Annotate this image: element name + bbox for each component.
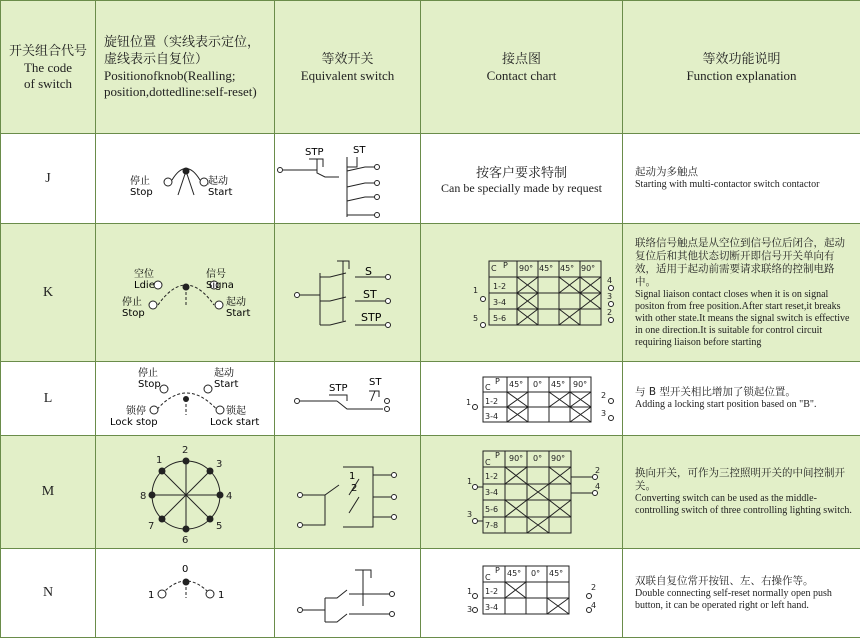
svg-text:P: P (495, 377, 500, 386)
svg-text:Lock stop: Lock stop (110, 417, 158, 428)
svg-text:1: 1 (349, 471, 355, 482)
knob-diagram (96, 550, 274, 637)
svg-text:5: 5 (473, 314, 478, 323)
header-contact-chart: 接点图 Contact chart (421, 1, 623, 134)
equivalent-cell (275, 134, 421, 224)
svg-text:停止: 停止 (122, 295, 142, 308)
svg-text:起动: 起动 (208, 174, 228, 187)
svg-text:C: C (491, 264, 497, 273)
equivalent-cell (275, 436, 421, 549)
svg-text:空位: 空位 (134, 267, 154, 280)
knob-diagram (96, 437, 274, 548)
svg-text:4: 4 (607, 276, 612, 285)
equivalent-diagram (275, 135, 420, 223)
svg-text:Stop: Stop (130, 187, 153, 198)
svg-text:C: C (485, 383, 491, 392)
header-function: 等效功能说明 Function explanation (623, 1, 860, 134)
svg-text:停止: 停止 (138, 366, 158, 379)
svg-text:90°: 90° (551, 454, 565, 463)
svg-text:2: 2 (607, 308, 612, 317)
svg-text:3: 3 (467, 510, 472, 519)
svg-text:0: 0 (182, 564, 188, 575)
svg-text:Lock start: Lock start (210, 417, 259, 428)
svg-text:1: 1 (466, 398, 471, 407)
svg-text:4: 4 (595, 482, 600, 491)
svg-text:3-4: 3-4 (485, 488, 498, 497)
svg-text:45°: 45° (509, 380, 523, 389)
svg-text:1: 1 (148, 590, 154, 601)
svg-text:90°: 90° (573, 380, 587, 389)
contact-chart (421, 437, 622, 548)
svg-text:1: 1 (467, 587, 472, 596)
svg-text:6: 6 (182, 535, 188, 546)
contact-chart (421, 363, 622, 435)
svg-text:STP: STP (329, 383, 348, 394)
contact-cell (421, 362, 623, 436)
equivalent-cell (275, 549, 421, 638)
svg-text:2: 2 (182, 445, 188, 456)
svg-text:Stop: Stop (122, 308, 145, 319)
row-l (1, 362, 860, 436)
svg-text:P: P (495, 451, 500, 460)
knob-diagram (96, 363, 274, 435)
svg-text:3: 3 (601, 409, 606, 418)
svg-text:S: S (365, 265, 372, 278)
svg-text:7: 7 (148, 521, 154, 532)
svg-text:45°: 45° (551, 380, 565, 389)
knob-diagram (96, 225, 274, 361)
svg-text:起动: 起动 (226, 295, 246, 308)
svg-text:1-2: 1-2 (485, 397, 498, 406)
contact-cell (421, 224, 623, 362)
equivalent-cell (275, 362, 421, 436)
code-cell: J (1, 134, 96, 224)
svg-text:起动: 起动 (214, 366, 234, 379)
code-cell: K (1, 224, 96, 362)
svg-text:90°: 90° (509, 454, 523, 463)
header-equivalent-switch: 等效开关 Equivalent switch (275, 1, 421, 134)
svg-text:3-4: 3-4 (493, 298, 506, 307)
svg-text:STP: STP (305, 147, 324, 158)
svg-text:3-4: 3-4 (485, 603, 498, 612)
svg-text:2: 2 (591, 583, 596, 592)
svg-text:2: 2 (601, 391, 606, 400)
knob-diagram (96, 135, 274, 223)
svg-text:Start: Start (226, 308, 251, 319)
contact-cell: 按客户要求特制 Can be specially made by request (421, 134, 623, 224)
svg-text:停止: 停止 (130, 174, 150, 187)
svg-text:0°: 0° (533, 454, 542, 463)
svg-text:Stop: Stop (138, 379, 161, 390)
svg-text:ST: ST (353, 145, 366, 156)
contact-chart (421, 550, 622, 637)
code-cell: L (1, 362, 96, 436)
svg-text:3: 3 (607, 292, 612, 301)
svg-text:锁停: 锁停 (126, 404, 146, 417)
svg-text:锁起: 锁起 (226, 404, 246, 417)
svg-text:1: 1 (467, 477, 472, 486)
row-m (1, 436, 860, 549)
knob-cell (96, 224, 275, 362)
svg-text:45°: 45° (507, 569, 521, 578)
svg-text:3: 3 (467, 605, 472, 614)
function-cell: 联络信号触点是从空位到信号位后闭合，起动复位后和其他状态切断开即信号开关单向有效，适用于起动前需要请求联络的控制电路中。 Signal liaison contact closes when it is on signal positon from free position.After start reset,it breaks with other state.It means the signal switch is effective in one direction.It is suitable for control circuit requiring liaison before starting (623, 224, 860, 362)
header-code: 开关组合代号 The code of switch (1, 1, 96, 134)
svg-text:Ldie: Ldie (134, 280, 155, 291)
svg-text:Start: Start (208, 187, 233, 198)
svg-text:1: 1 (473, 286, 478, 295)
code-cell: M (1, 436, 96, 549)
svg-text:2: 2 (595, 466, 600, 475)
svg-text:4: 4 (226, 491, 232, 502)
svg-text:90°: 90° (519, 264, 533, 273)
svg-text:90°: 90° (581, 264, 595, 273)
svg-text:3: 3 (216, 459, 222, 470)
svg-text:2: 2 (351, 483, 357, 494)
equivalent-diagram (275, 363, 420, 435)
svg-text:0°: 0° (531, 569, 540, 578)
svg-text:3-4: 3-4 (485, 412, 498, 421)
equivalent-diagram (275, 437, 420, 548)
function-cell: 双联自复位常开按钮、左、右操作等。 Double connecting self-reset normally open push button, it can be operated right or left hand. (623, 549, 860, 638)
svg-text:5: 5 (216, 521, 222, 532)
svg-text:信号: 信号 (206, 267, 226, 280)
svg-text:C: C (485, 458, 491, 467)
svg-text:C: C (485, 573, 491, 582)
svg-text:P: P (503, 261, 508, 270)
contact-cell (421, 549, 623, 638)
svg-text:45°: 45° (539, 264, 553, 273)
svg-text:P: P (495, 566, 500, 575)
contact-cell (421, 436, 623, 549)
knob-cell (96, 436, 275, 549)
svg-text:1-2: 1-2 (493, 282, 506, 291)
code-cell: N (1, 549, 96, 638)
knob-cell (96, 362, 275, 436)
svg-text:45°: 45° (549, 569, 563, 578)
contact-chart (421, 225, 622, 361)
function-cell: 与 B 型开关相比增加了锁起位置。 Adding a locking start position based on "B". (623, 362, 860, 436)
equivalent-diagram (275, 225, 420, 361)
svg-text:8: 8 (140, 491, 146, 502)
header-knob-position: 旋钮位置（实线表示定位， 虚线表示自复位） Positionofknob(Realling; position,dottedline:self-reset) (96, 1, 275, 134)
svg-text:Signa: Signa (206, 280, 234, 291)
svg-text:5-6: 5-6 (493, 314, 506, 323)
svg-text:1-2: 1-2 (485, 472, 498, 481)
row-j (1, 134, 860, 224)
svg-text:1: 1 (156, 455, 162, 466)
svg-text:Start: Start (214, 379, 239, 390)
svg-text:ST: ST (369, 377, 382, 388)
function-cell: 换向开关，可作为三控照明开关的中间控制开关。 Converting switch can be used as the middle-controlling switch of three controlling lighting switch. (623, 436, 860, 549)
equivalent-diagram (275, 550, 420, 637)
svg-text:ST: ST (363, 288, 377, 301)
svg-text:STP: STP (361, 311, 382, 324)
header-row (1, 1, 860, 134)
svg-text:0°: 0° (533, 380, 542, 389)
row-n (1, 549, 860, 638)
svg-text:45°: 45° (560, 264, 574, 273)
knob-cell (96, 134, 275, 224)
knob-cell (96, 549, 275, 638)
equivalent-cell (275, 224, 421, 362)
svg-text:4: 4 (591, 601, 596, 610)
svg-text:7-8: 7-8 (485, 521, 498, 530)
svg-text:5-6: 5-6 (485, 505, 498, 514)
function-cell: 起动为多触点 Starting with multi-contactor switch contactor (623, 134, 860, 224)
svg-text:1-2: 1-2 (485, 587, 498, 596)
svg-text:1: 1 (218, 590, 224, 601)
row-k (1, 224, 860, 362)
